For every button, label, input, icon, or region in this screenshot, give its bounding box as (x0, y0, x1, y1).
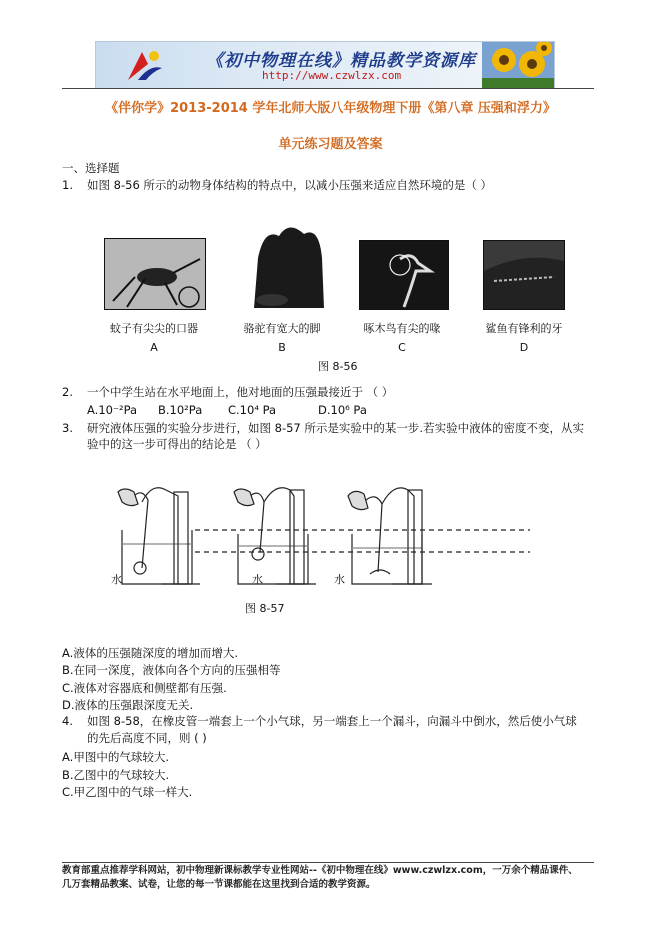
q1-caption-c: 啄木鸟有尖的喙 (363, 322, 441, 335)
header-banner (95, 41, 555, 89)
q3-text-line2: 验中的这一步可得出的结论是 （ ） (87, 437, 267, 451)
figure-8-56-label: 图 8-56 (318, 360, 358, 373)
q2-option-a: A.10⁻²Pa (87, 403, 138, 417)
q4-text-line2: 的先后高度不同，则 ( ) (87, 731, 207, 745)
q1-caption-a: 蚊子有尖尖的口器 (110, 322, 198, 335)
mosquito-photo (104, 238, 206, 310)
q3-text-line1: 研究液体压强的实验分步进行，如图 8-57 所示是实验中的某一步.若实验中液体的密度不变，从实 (87, 421, 585, 435)
q3-option-a: A.液体的压强随深度的增加而增大. (62, 646, 238, 660)
q1-caption-b: 骆驼有宽大的脚 (243, 322, 321, 335)
document-subtitle: 单元练习题及答案 (278, 137, 383, 152)
q4-option-a: A.甲图中的气球较大. (62, 750, 169, 764)
footer-divider (62, 862, 594, 863)
q4-number: 4. (62, 714, 73, 728)
shark-photo (483, 240, 565, 310)
banner-url[interactable]: http://www.czwlzx.com (262, 69, 402, 82)
document-title: 《伴你学》2013-2014 学年北师大版八年级物理下册《第八章 压强和浮力》 (105, 101, 556, 116)
q1-letter-c: C (398, 341, 406, 354)
q2-text: 一个中学生站在水平地面上，他对地面的压强最接近于 （ ） (87, 385, 394, 399)
figure-8-57-label: 图 8-57 (245, 602, 285, 615)
header-divider (62, 88, 594, 89)
footer-line2: 几万套精品教案、试卷，让您的每一节课都能在这里找到合适的教学资源。 (62, 879, 376, 890)
q4-option-b: B.乙图中的气球较大. (62, 768, 170, 782)
q1-letter-d: D (519, 341, 529, 354)
woodpecker-photo (359, 240, 449, 310)
footer-line1: 教育部重点推荐学科网站，初中物理新课标教学专业性网站--《初中物理在线》www.czwlzx.com，一万余个精品课件、 (62, 865, 578, 876)
q3-number: 3. (62, 421, 73, 435)
q1-letter-b: B (278, 341, 286, 354)
water-label-2: 水 (252, 573, 263, 586)
q4-option-c: C.甲乙图中的气球一样大. (62, 785, 193, 799)
water-label-1: 水 (111, 573, 122, 586)
q2-option-d: D.10⁶ Pa (318, 403, 367, 417)
logo-icon (124, 46, 164, 84)
sunflower-icon (482, 42, 554, 88)
q3-option-b: B.在同一深度，液体向各个方向的压强相等 (62, 663, 281, 677)
q1-text: 如图 8-56 所示的动物身体结构的特点中，以减小压强来适应自然环境的是（ ） (87, 178, 493, 192)
camel-photo (244, 218, 329, 308)
q2-number: 2. (62, 385, 73, 399)
q2-option-c: C.10⁴ Pa (228, 403, 277, 417)
q1-letter-a: A (150, 341, 158, 354)
q3-option-c: C.液体对容器底和侧壁都有压强. (62, 681, 227, 695)
q4-text-line1: 如图 8-58，在橡皮管一端套上一个小气球，另一端套上一个漏斗，向漏斗中倒水，然后使小气球 (87, 714, 577, 728)
q2-option-b: B.10²Pa (158, 403, 203, 417)
q1-caption-d: 鲨鱼有锋利的牙 (485, 322, 563, 335)
banner-title: 《初中物理在线》精品教学资源库 (206, 51, 476, 71)
section-heading: 一、选择题 (62, 161, 120, 175)
q1-number: 1. (62, 178, 73, 192)
q3-option-d: D.液体的压强跟深度无关. (62, 698, 194, 712)
water-label-3: 水 (334, 573, 345, 586)
